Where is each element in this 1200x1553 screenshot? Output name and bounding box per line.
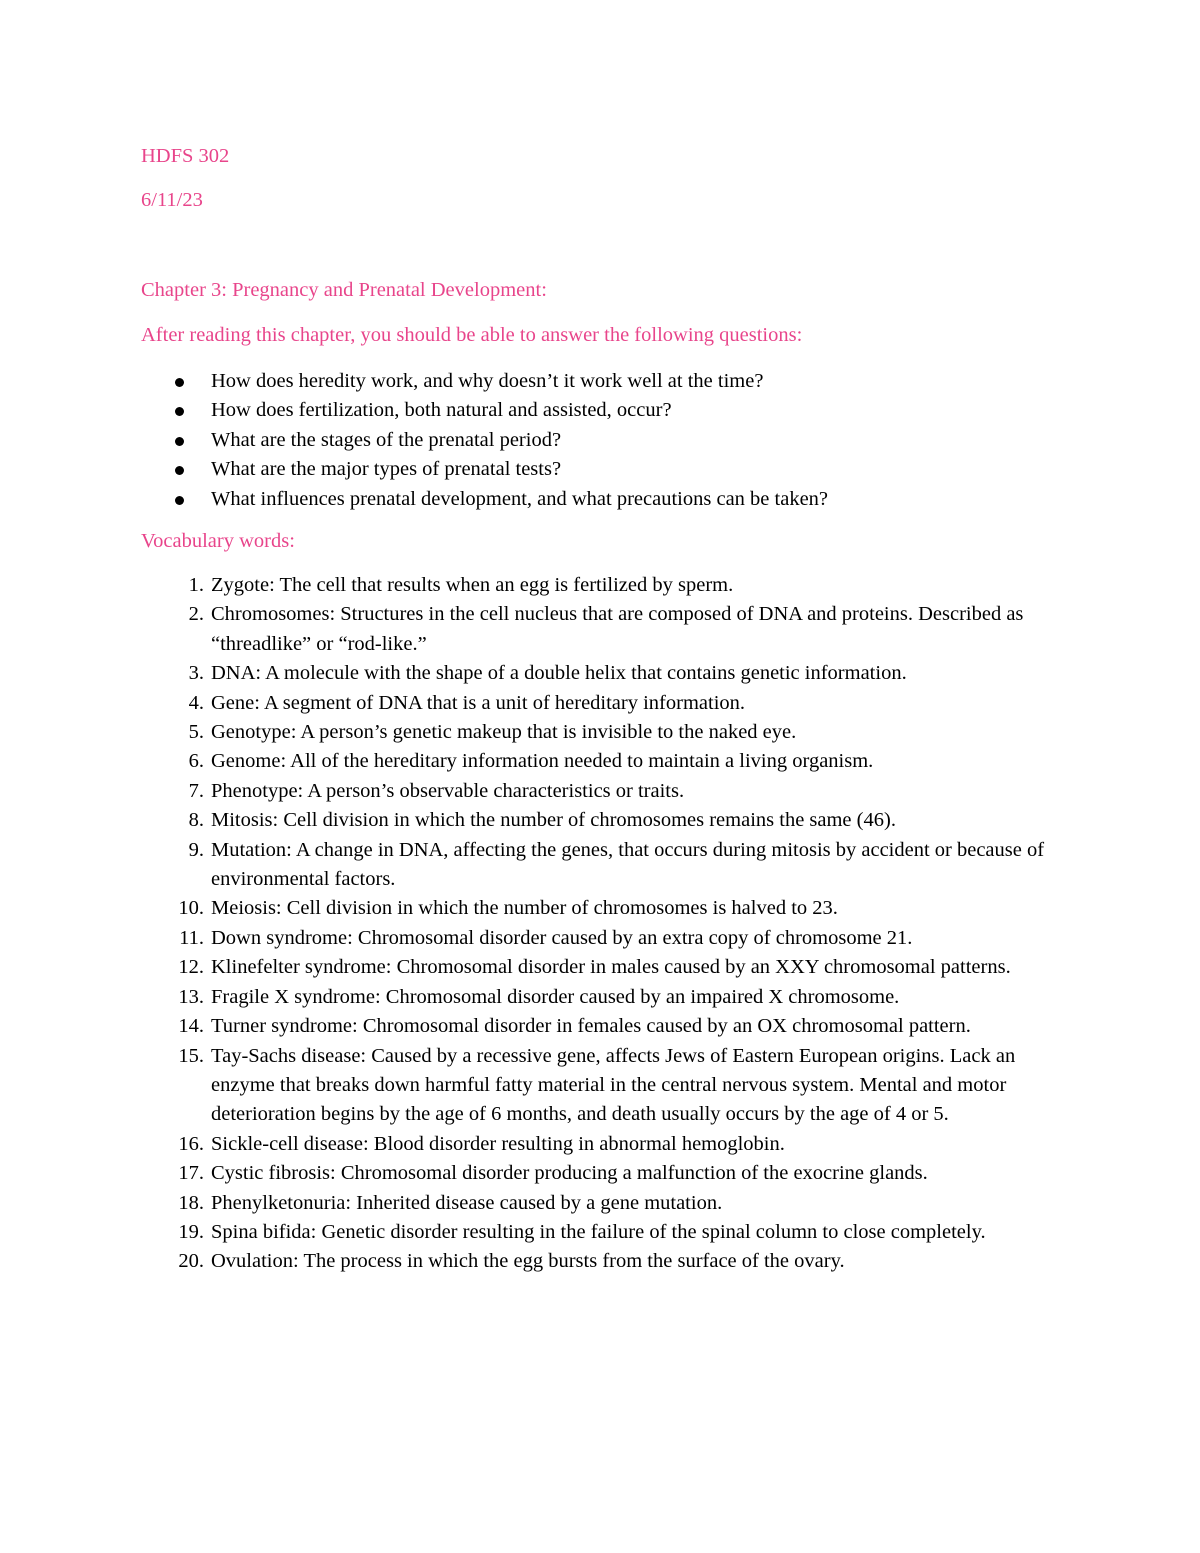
vocab-number: 2. (188, 603, 204, 626)
vocab-item (141, 924, 1071, 953)
vocab-item (141, 777, 1071, 806)
vocab-definition: DNA: A molecule with the shape of a double helix that contains genetic information. (211, 662, 907, 685)
question-text: How does fertilization, both natural and assisted, occur? (211, 399, 672, 422)
course-code: HDFS 302 (141, 145, 230, 167)
bullet-icon (175, 437, 184, 446)
vocab-number: 19. (178, 1220, 204, 1243)
vocab-definition: Genome: All of the hereditary information needed to maintain a living organism. (211, 750, 874, 773)
vocab-number: 12. (178, 956, 204, 979)
vocab-number: 7. (188, 779, 204, 802)
vocab-item (141, 571, 1071, 600)
vocab-item (141, 1189, 1071, 1218)
vocab-item (141, 1042, 1071, 1130)
vocab-number: 9. (188, 838, 204, 861)
vocab-definition: Gene: A segment of DNA that is a unit of hereditary information. (211, 691, 746, 714)
vocab-definition: Phenotype: A person’s observable characteristics or traits. (211, 779, 685, 802)
vocab-number: 3. (188, 662, 204, 685)
vocab-number: 5. (188, 721, 204, 744)
question-item (141, 396, 828, 425)
vocab-item (141, 983, 1071, 1012)
vocab-definition: Phenylketonuria: Inherited disease caused by a gene mutation. (211, 1191, 723, 1214)
vocabulary-list (141, 571, 1071, 1277)
vocab-number: 14. (178, 1015, 204, 1038)
bullet-icon (175, 407, 184, 416)
vocab-definition: Meiosis: Cell division in which the number of chromosomes is halved to 23. (211, 897, 838, 920)
vocab-definition: Turner syndrome: Chromosomal disorder in females caused by an OX chromosomal pattern. (211, 1015, 971, 1038)
vocab-number: 17. (178, 1162, 204, 1185)
vocab-item (141, 1218, 1071, 1247)
vocab-item (141, 836, 1071, 895)
question-text: What are the major types of prenatal tests? (211, 458, 562, 481)
vocab-number: 10. (178, 897, 204, 920)
vocab-number: 11. (179, 926, 204, 949)
vocab-item (141, 718, 1071, 747)
vocab-item (141, 1247, 1071, 1276)
question-text: How does heredity work, and why doesn’t it work well at the time? (211, 370, 764, 392)
vocab-number: 18. (178, 1191, 204, 1214)
chapter-title: Chapter 3: Pregnancy and Prenatal Development: (141, 279, 547, 301)
vocab-definition: Down syndrome: Chromosomal disorder caused by an extra copy of chromosome 21. (211, 926, 913, 949)
vocab-definition: Cystic fibrosis: Chromosomal disorder producing a malfunction of the exocrine glands. (211, 1162, 928, 1185)
vocab-item (141, 1159, 1071, 1188)
question-list (141, 367, 828, 514)
vocab-item (141, 953, 1071, 982)
vocab-number: 20. (178, 1250, 204, 1273)
vocab-item (141, 894, 1071, 923)
vocab-definition: Tay-Sachs disease: Caused by a recessive gene, affects Jews of Eastern European origins. Lack an enzyme that breaks down harmful fatty material in the central nervous system. Mental and motor deterioration begins by the age of 6 months, and death usually occurs by the age of 4 or 5. (211, 1044, 1016, 1126)
question-item (141, 367, 828, 396)
vocab-number: 8. (188, 809, 204, 832)
vocab-item (141, 600, 1071, 659)
vocab-definition: Zygote: The cell that results when an egg is fertilized by sperm. (211, 574, 734, 596)
question-text: What influences prenatal development, and what precautions can be taken? (211, 487, 829, 510)
vocab-number: 1. (188, 574, 204, 596)
vocab-number: 16. (178, 1132, 204, 1155)
vocab-item (141, 1012, 1071, 1041)
vocab-definition: Chromosomes: Structures in the cell nucleus that are composed of DNA and proteins. Described as “threadlike” or “rod-like.” (211, 603, 1024, 655)
vocab-number: 6. (188, 750, 204, 773)
note-date: 6/11/23 (141, 189, 203, 211)
question-item (141, 485, 828, 514)
question-item (141, 426, 828, 455)
vocab-item (141, 659, 1071, 688)
bullet-icon (175, 466, 184, 475)
question-item (141, 455, 828, 484)
vocab-definition: Sickle-cell disease: Blood disorder resulting in abnormal hemoglobin. (211, 1132, 785, 1155)
vocab-number: 4. (188, 691, 204, 714)
vocab-number: 13. (178, 985, 204, 1008)
vocab-item (141, 806, 1071, 835)
vocab-item (141, 689, 1071, 718)
vocab-definition: Mitosis: Cell division in which the number of chromosomes remains the same (46). (211, 809, 896, 832)
bullet-icon (175, 378, 184, 387)
intro-text: After reading this chapter, you should be able to answer the following questions: (141, 324, 803, 346)
vocab-definition: Spina bifida: Genetic disorder resulting in the failure of the spinal column to close completely. (211, 1220, 986, 1243)
vocab-number: 15. (178, 1044, 204, 1067)
vocabulary-heading: Vocabulary words: (141, 530, 295, 552)
vocab-definition: Fragile X syndrome: Chromosomal disorder caused by an impaired X chromosome. (211, 985, 900, 1008)
vocab-definition: Genotype: A person’s genetic makeup that is invisible to the naked eye. (211, 721, 797, 744)
vocab-definition: Mutation: A change in DNA, affecting the genes, that occurs during mitosis by accident or because of environmental factors. (211, 838, 1045, 891)
vocab-definition: Klinefelter syndrome: Chromosomal disorder in males caused by an XXY chromosomal patterns. (211, 956, 1011, 979)
vocab-item (141, 747, 1071, 776)
vocab-item (141, 1130, 1071, 1159)
bullet-icon (175, 496, 184, 505)
vocab-definition: Ovulation: The process in which the egg bursts from the surface of the ovary. (211, 1250, 845, 1273)
question-text: What are the stages of the prenatal period? (211, 428, 562, 451)
